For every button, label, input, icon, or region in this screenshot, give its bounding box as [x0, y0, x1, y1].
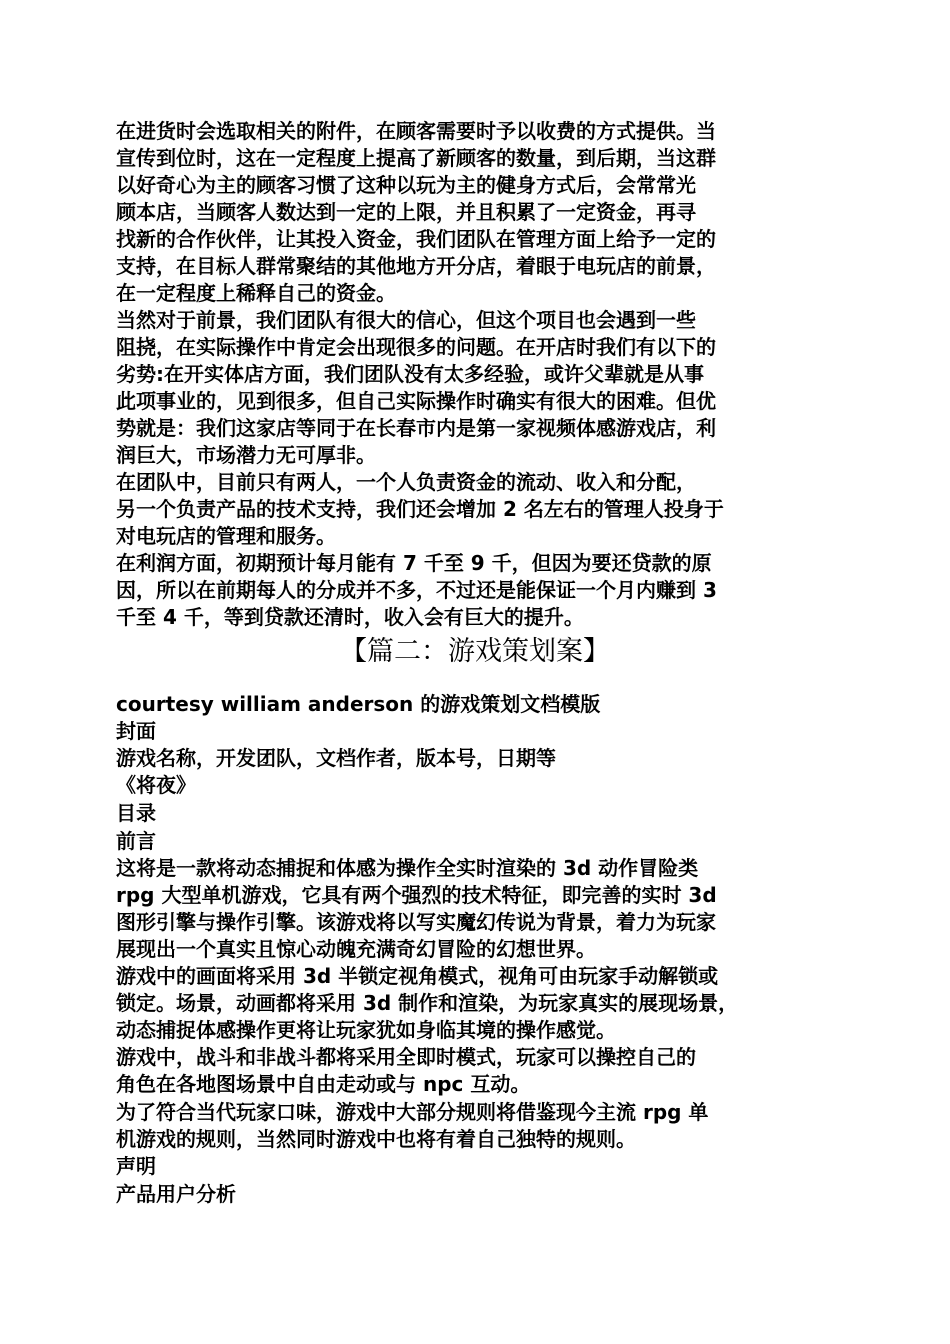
paragraph-line: 顾本店，当顾客人数达到一定的上限，并且积累了一定资金，再寻: [116, 200, 696, 224]
paragraph-line: 在利润方面，初期预计每月能有 7 千至 9 千，但因为要还贷款的原: [116, 551, 712, 575]
section-heading: 【篇二：游戏策划案】: [340, 636, 610, 667]
paragraph-line: 势就是：我们这家店等同于在长春市内是第一家视频体感游戏店，利: [116, 416, 716, 440]
paragraph-line: 在进货时会选取相关的附件，在顾客需要时予以收费的方式提供。当: [116, 119, 716, 143]
doc-line: courtesy william anderson 的游戏策划文档模版: [116, 692, 601, 716]
paragraph-line: 对电玩店的管理和服务。: [116, 524, 336, 548]
doc-line: 游戏名称，开发团队，文档作者，版本号，日期等: [116, 746, 556, 770]
paragraph-line: 另一个负责产品的技术支持，我们还会增加 2 名左右的管理人投身于: [116, 497, 724, 521]
paragraph-line: 找新的合作伙伴，让其投入资金，我们团队在管理方面上给予一定的: [116, 227, 716, 251]
doc-line: 声明: [116, 1154, 156, 1178]
doc-line: 展现出一个真实且惊心动魄充满奇幻冒险的幻想世界。: [116, 937, 596, 961]
doc-line: 目录: [116, 801, 156, 825]
paragraph-line: 千至 4 千，等到贷款还清时，收入会有巨大的提升。: [116, 605, 584, 629]
doc-line: rpg 大型单机游戏，它具有两个强烈的技术特征，即完善的实时 3d: [116, 883, 717, 907]
doc-line: 游戏中，战斗和非战斗都将采用全即时模式，玩家可以操控自己的: [116, 1045, 696, 1069]
paragraph-line: 支持，在目标人群常聚结的其他地方开分店，着眼于电玩店的前景，: [116, 254, 716, 278]
doc-line: 锁定。场景，动画都将采用 3d 制作和渲染，为玩家真实的展现场景，: [116, 991, 739, 1015]
doc-line: 前言: [116, 829, 156, 853]
doc-line: 《将夜》: [116, 773, 196, 797]
paragraph-line: 因，所以在前期每人的分成并不多，不过还是能保证一个月内赚到 3: [116, 578, 717, 602]
paragraph-line: 在一定程度上稀释自己的资金。: [116, 281, 396, 305]
doc-line: 这将是一款将动态捕捉和体感为操作全实时渲染的 3d 动作冒险类: [116, 856, 699, 880]
paragraph-line: 此项事业的，见到很多，但自己实际操作时确实有很大的困难。但优: [116, 389, 716, 413]
doc-line: 动态捕捉体感操作更将让玩家犹如身临其境的操作感觉。: [116, 1018, 616, 1042]
doc-line: 封面: [116, 719, 156, 743]
doc-line: 机游戏的规则，当然同时游戏中也将有着自己独特的规则。: [116, 1127, 636, 1151]
paragraph-line: 阻挠，在实际操作中肯定会出现很多的问题。在开店时我们有以下的: [116, 335, 716, 359]
paragraph-line: 当然对于前景，我们团队有很大的信心，但这个项目也会遇到一些: [116, 308, 696, 332]
doc-line: 角色在各地图场景中自由走动或与 npc 互动。: [116, 1072, 531, 1096]
paragraph-line: 润巨大，市场潜力无可厚非。: [116, 443, 376, 467]
paragraph-line: 以好奇心为主的顾客习惯了这种以玩为主的健身方式后，会常常光: [116, 173, 696, 197]
doc-line: 为了符合当代玩家口味，游戏中大部分规则将借鉴现今主流 rpg 单: [116, 1100, 709, 1124]
doc-line: 图形引擎与操作引擎。该游戏将以写实魔幻传说为背景，着力为玩家: [116, 910, 716, 934]
paragraph-line: 在团队中，目前只有两人，一个人负责资金的流动、收入和分配，: [116, 470, 696, 494]
doc-line: 产品用户分析: [116, 1182, 236, 1206]
paragraph-line: 劣势:在开实体店方面，我们团队没有太多经验，或许父辈就是从事: [116, 362, 704, 386]
doc-line: 游戏中的画面将采用 3d 半锁定视角模式，视角可由玩家手动解锁或: [116, 964, 719, 988]
paragraph-line: 宣传到位时，这在一定程度上提高了新顾客的数量，到后期，当这群: [116, 146, 716, 170]
